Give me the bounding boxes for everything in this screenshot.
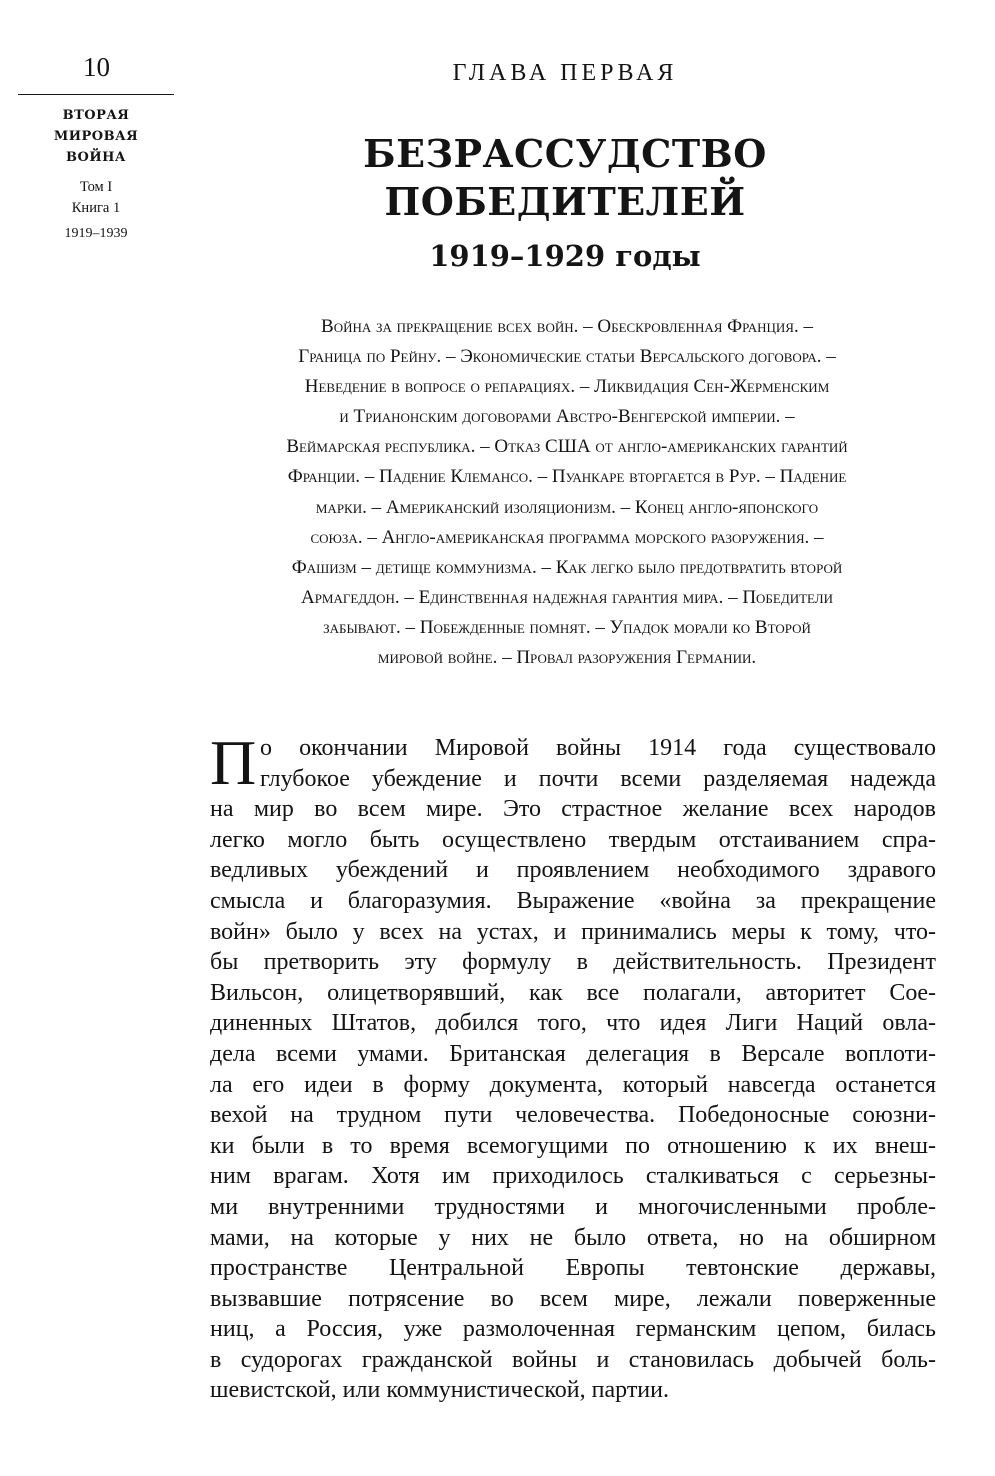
body-line: ведливых убеждений и проявлением необходимого здравого: [210, 857, 936, 884]
synopsis-line: Война за прекращение всех войн. – Обескровленная Франция. –: [321, 316, 813, 337]
running-header: [18, 52, 174, 244]
body-line: вызвавшие потрясение во всем мире, лежали поверженные: [210, 1285, 936, 1312]
synopsis-line: Франции. – Падение Клемансо. – Пуанкаре вторгается в Рур. – Падение: [287, 466, 847, 488]
header-rule: [18, 94, 174, 95]
chapter-title-line: ПОБЕДИТЕЛЕЙ: [384, 179, 746, 224]
page-number: 10: [83, 52, 110, 82]
body-line: смысла и благоразумия. Выражение «война за прекращение: [210, 887, 936, 914]
series-title-line: МИРОВАЯ: [53, 129, 139, 144]
body-paragraph: [210, 727, 936, 1406]
synopsis-line: мировой войне. – Провал разоружения Германии.: [377, 647, 757, 669]
series-years: 1919–1939: [64, 226, 128, 241]
chapter-title: [210, 130, 920, 226]
series-title-line: ВТОРАЯ: [62, 108, 130, 123]
body-line: Вильсон, олицетворявший, как все полагали, авторитет Соe-: [210, 979, 936, 1006]
synopsis-line: Армагеддон. – Единственная надежная гарантия мира. – Победители: [300, 586, 834, 608]
body-line: войн» было у всех на устах, и принимались меры к тому, что-: [210, 918, 936, 945]
body-line: глубокое убеждение и почти всеми разделяемая надежда: [260, 765, 936, 792]
synopsis-line: Граница по Рейну. – Экономические статьи Версальского договора. –: [298, 346, 836, 368]
book-label: Книга 1: [71, 200, 121, 216]
body-line: на мир во всем мире. Это страстное желание всех народов: [210, 796, 936, 823]
synopsis-line: союза. – Англо-американская программа морского разоружения. –: [310, 526, 824, 548]
body-line: ми внутренними трудностями и многочисленными пробле-: [210, 1193, 936, 1220]
synopsis-line: Фашизм – детище коммунизма. – Как легко было предотвратить второй: [291, 556, 843, 578]
synopsis-line: Веймарская республика. – Отказ США от англо-американских гарантий: [286, 436, 848, 458]
synopsis-line: Неведение в вопросе о репарациях. – Ликвидация Сен-Жерменским: [304, 376, 830, 398]
body-line: в судорогах гражданской войны и становилась добычей боль-: [210, 1346, 936, 1373]
body-line: диненных Штатов, добился того, что идея Лиги Наций овла-: [210, 1010, 936, 1037]
synopsis-line: марки. – Американский изоляционизм. – Конец англо-японского: [315, 496, 819, 518]
chapter-label: ГЛАВА ПЕРВАЯ: [452, 60, 678, 86]
chapter-title-line: БЕЗРАССУДСТВО: [363, 131, 767, 176]
body-line: ла его идеи в форму документа, который навсегда останется: [210, 1071, 936, 1098]
chapter-years: 1919–1929 годы: [429, 239, 701, 273]
series-title-line: ВОЙНА: [66, 150, 126, 165]
synopsis-line: и Трианонским договорами Австро-Венгерской империи. –: [339, 406, 795, 428]
volume-info: [18, 177, 174, 219]
volume-label: Том I: [79, 179, 113, 195]
body-line: ним врагам. Хотя им приходилось сталкиваться с серьезны-: [210, 1163, 936, 1190]
body-line: о окончании Мировой войны 1914 года существовало: [260, 735, 936, 761]
series-title: [18, 105, 174, 168]
body-line: мами, на которые у них не было ответа, но на обширном: [210, 1224, 936, 1251]
body-line: дела всеми умами. Британская делегация в Версале воплоти-: [210, 1040, 936, 1067]
body-line: легко могло быть осуществлено твердым отстаиванием спра-: [210, 826, 936, 853]
body-line: ниц, а Россия, уже размолоченная германским цепом, билась: [210, 1316, 936, 1343]
body-line: шевистской, или коммунистической, партии.: [210, 1377, 669, 1404]
synopsis-line: забывают. – Побежденные помнят. – Упадок морали ко Второй: [323, 616, 811, 638]
body-line: бы претворить эту формулу в действительность. Президент: [210, 949, 936, 976]
body-line: вехой на трудном пути человечества. Победоносные союзни-: [210, 1102, 936, 1129]
chapter-synopsis: [196, 312, 938, 673]
body-line: ки были в то время всемогущими по отношению к их внеш-: [210, 1132, 936, 1159]
body-line: пространстве Центральной Европы тевтонские державы,: [210, 1255, 936, 1282]
drop-cap: П: [210, 727, 257, 798]
